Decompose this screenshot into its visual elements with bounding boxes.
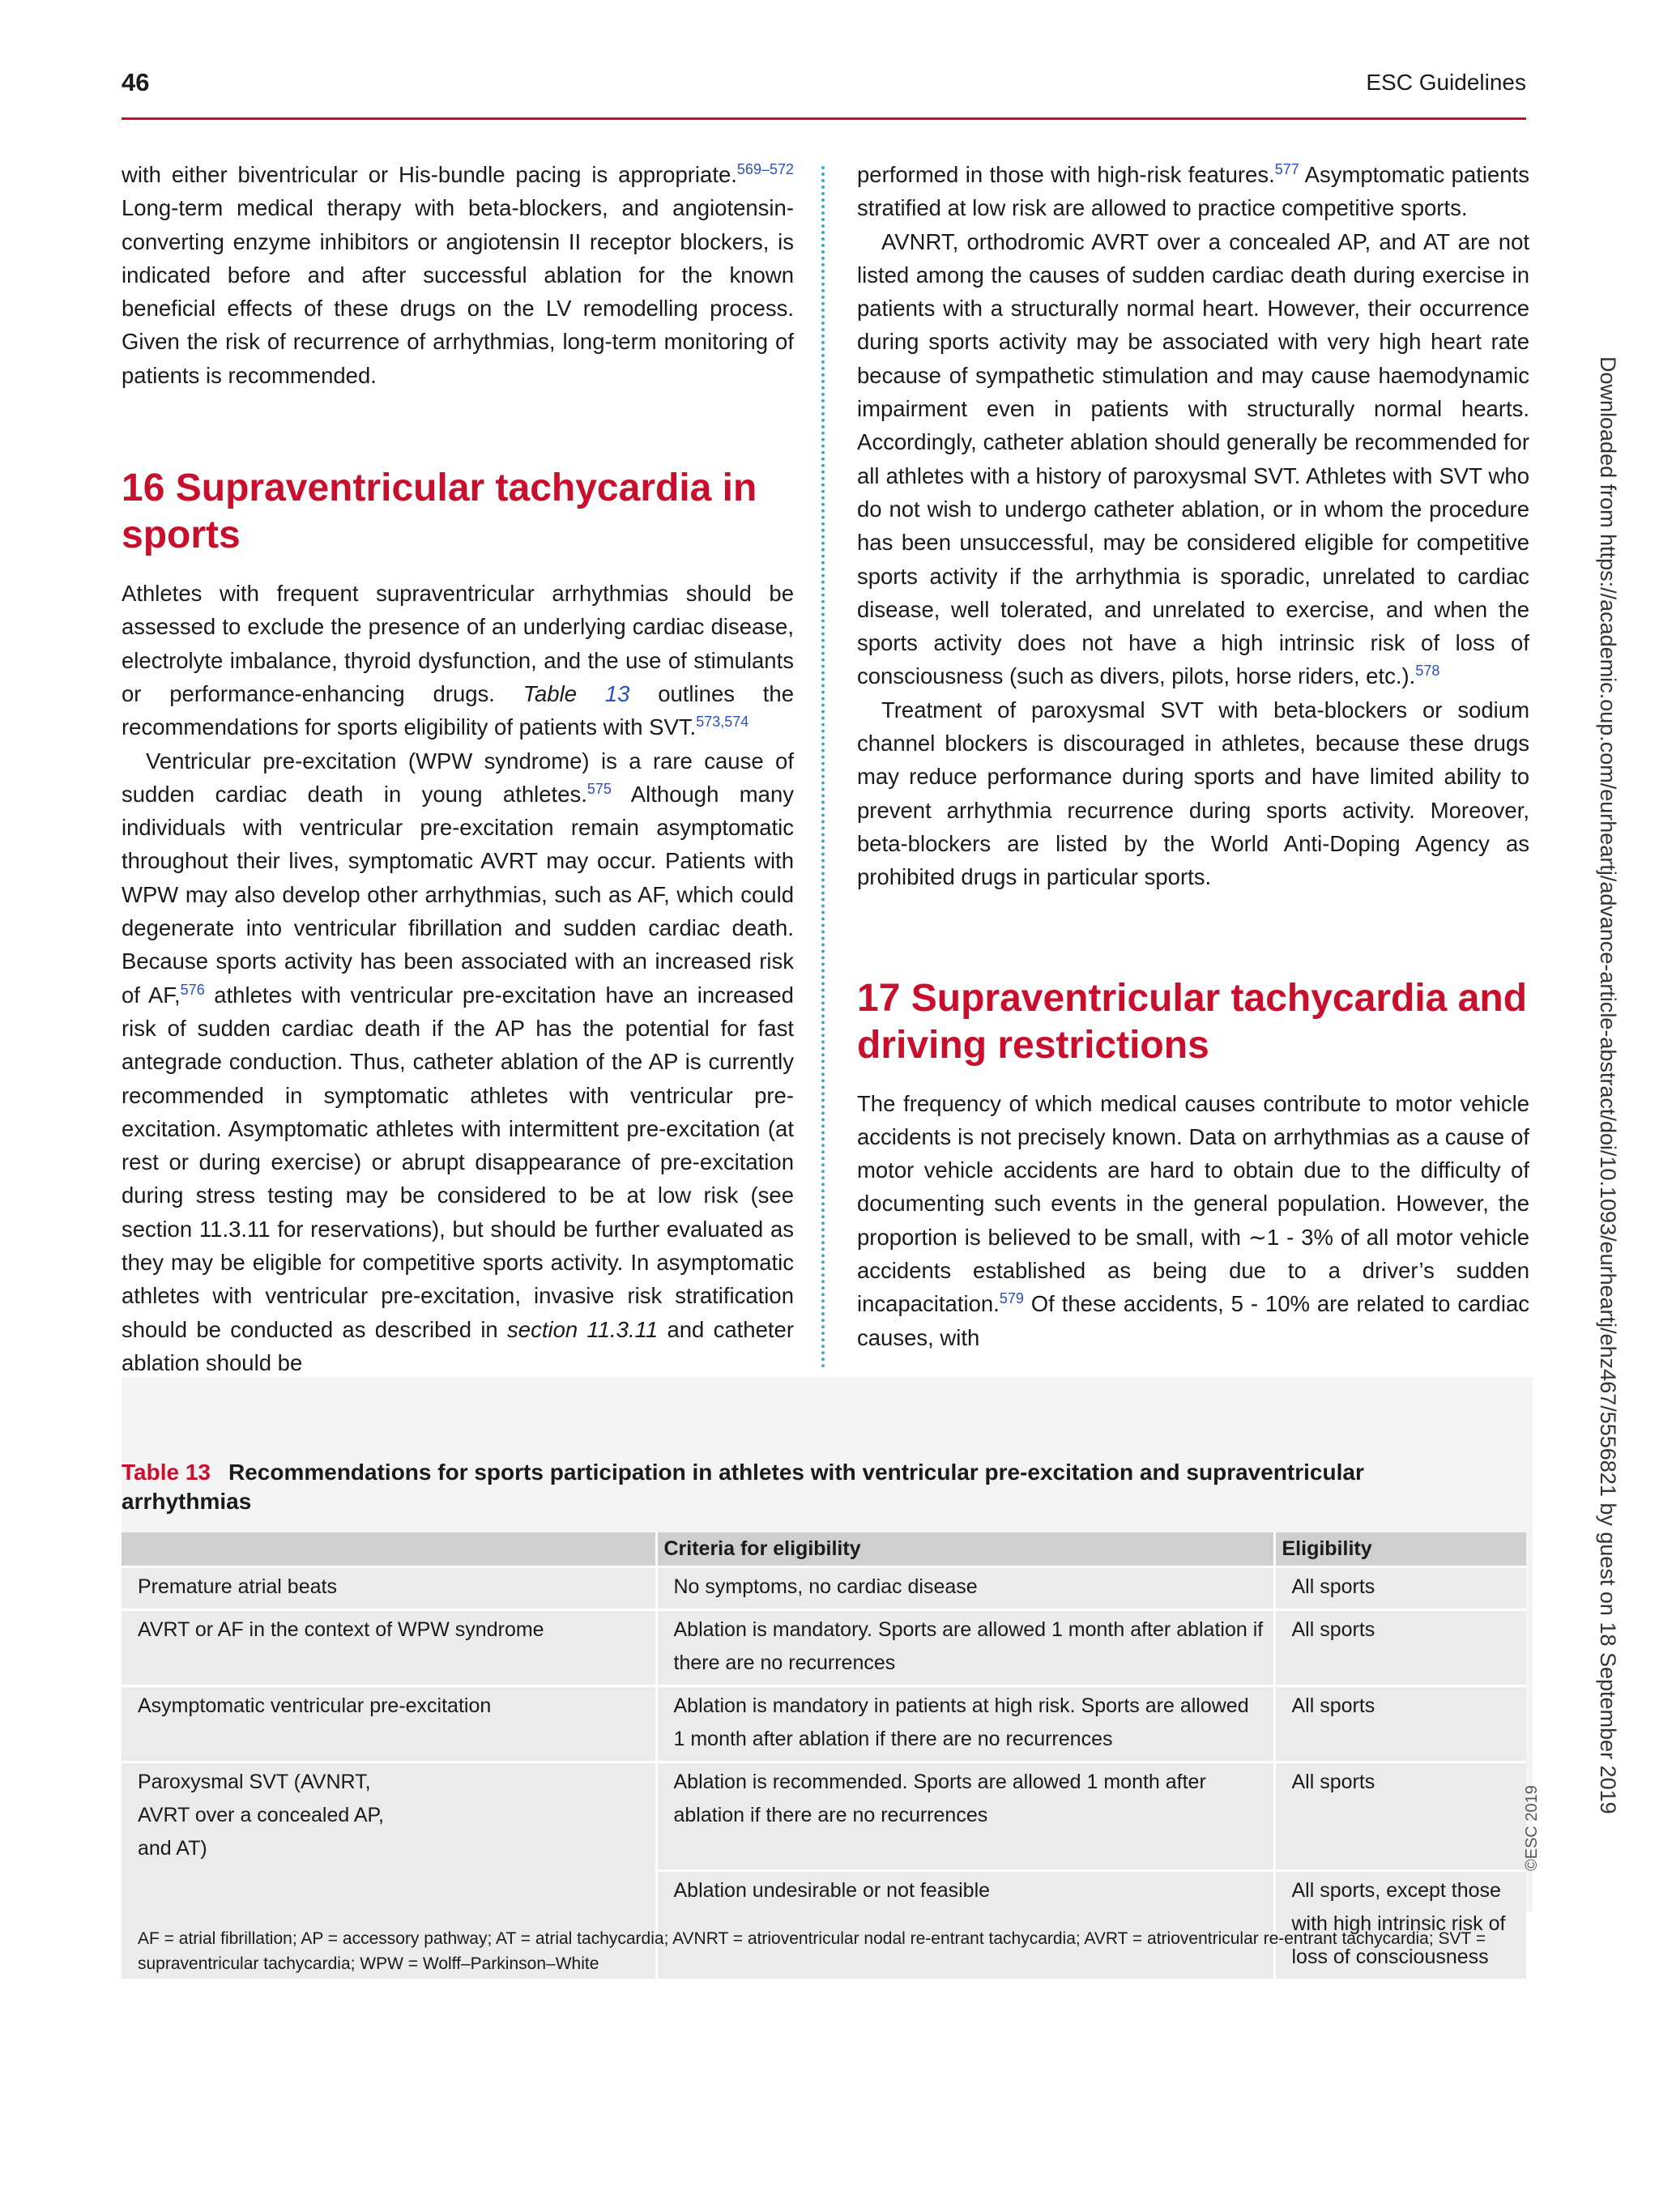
table-cell: Ablation is recommended. Sports are allowed 1 month after ablation if there are no recurrences xyxy=(656,1762,1274,1871)
table-title: Recommendations for sports participation in athletes with ventricular pre-excitation and supraventricular arrhythmias xyxy=(122,1460,1364,1514)
paragraph xyxy=(857,158,1529,225)
text: The frequency of which medical causes contribute to motor vehicle accidents is not precisely known. Data on arrhythmias as a cause of motor vehicle accidents are hard to obtain due to the difficulty of documenting such events in the general population. However, the proportion is believed to be small, with ∼1 - 3% of all motor vehicle accidents established as being due to a driver’s sudden incapacitation. xyxy=(857,1090,1529,1317)
table-cell: Paroxysmal SVT (AVNRT, AVRT over a concealed AP, and AT) xyxy=(122,1762,656,1871)
paragraph xyxy=(122,577,794,744)
table-cell: Ablation undesirable or not feasible xyxy=(656,1870,1274,1979)
text: with either biventricular or His-bundle pacing is appropriate. xyxy=(122,162,737,187)
column-divider xyxy=(821,166,825,1369)
header-rule xyxy=(122,117,1526,120)
text: Of these accidents, 5 - 10% are related to cardiac causes, with xyxy=(857,1291,1529,1350)
paragraph: Treatment of paroxysmal SVT with beta-blockers or sodium channel blockers is discouraged in athletes, because these drugs may reduce performance during sports and have limited ability to prevent arrhythmia recurrence during sports activity. Moreover, beta-blockers are listed by the World Anti-Doping Agency as prohibited drugs in particular sports. xyxy=(857,697,1529,890)
table-row xyxy=(122,1686,1526,1762)
text: Ventricular pre-excitation (WPW syndrome) is a rare cause of sudden cardiac death in young athletes. xyxy=(122,748,794,807)
table-cell: Asymptomatic ventricular pre-excitation xyxy=(122,1686,656,1762)
table-cell: No symptoms, no cardiac disease xyxy=(656,1567,1274,1610)
copyright-notice: ©ESC 2019 xyxy=(1523,1785,1541,1871)
table-label: Table 13 xyxy=(122,1460,211,1485)
text: athletes with ventricular pre-excitation have an increased risk of sudden cardiac death if the AP has the potential for fast antegrade conduction. Thus, catheter ablation of the AP is currently recommended in symptomatic athletes with ventricular pre-excitation. Asymptomatic athletes with intermittent pre-excitation (at rest or during exercise) or abrupt disappearance of pre-excitation during stress testing may be considered to be at low risk (see section 11.3.11 for reservations), but should be further evaluated as they may be eligible for competitive sports activity. In asymptomatic athletes with ventricular pre-excitation, invasive risk stratification should be conducted as described in xyxy=(122,982,794,1342)
text: and catheter ablation should be xyxy=(122,1316,794,1375)
reference-link[interactable]: 575 xyxy=(586,780,612,797)
table-row xyxy=(122,1567,1526,1610)
reference-link[interactable]: 578 xyxy=(1415,663,1440,680)
paragraph xyxy=(122,744,794,1380)
section-heading: 17 Supraventricular tachycardia and driving restrictions xyxy=(857,976,1528,1067)
paragraph xyxy=(122,158,794,392)
text: Although many individuals with ventricular pre-excitation remain asymptomatic throughout their lives, symptomatic AVRT may occur. Patients with WPW may also develop other arrhythmias, such as AF, which could degenerate into ventricular fibrillation and sudden cardiac death. Because sports activity has been associated with an increased risk of AF, xyxy=(122,781,794,1008)
table-cell: Premature atrial beats xyxy=(122,1567,656,1610)
section-heading: 16 Supraventricular tachycardia in sports xyxy=(122,467,757,557)
table-cell: AVRT or AF in the context of WPW syndrome xyxy=(122,1610,656,1686)
table-cell: Ablation is mandatory in patients at high risk. Sports are allowed 1 month after ablation if there are no recurrences xyxy=(656,1686,1274,1762)
table-cell: All sports xyxy=(1274,1686,1526,1762)
table-cell: All sports, except those with high intrinsic risk of loss of consciousness xyxy=(1274,1870,1526,1979)
page-number: 46 xyxy=(122,68,150,96)
table-cell: All sports xyxy=(1274,1610,1526,1686)
table-cell: Ablation is mandatory. Sports are allowed 1 month after ablation if there are no recurrences xyxy=(656,1610,1274,1686)
table-cell: All sports xyxy=(1274,1762,1526,1871)
section-reference: section 11.3.11 xyxy=(507,1316,659,1342)
text: AVNRT, orthodromic AVRT over a concealed AP, and AT are not listed among the causes of sudden cardiac death during exercise in patients with a structurally normal heart. However, their occurrence during sports activity may be associated with very high heart rate because of sympathetic stimulation and may cause haemodynamic impairment even in patients with structurally normal hearts. Accordingly, catheter ablation should generally be recommended for all athletes with a history of paroxysmal SVT. Athletes with SVT who do not wish to undergo catheter ablation, or in whom the procedure has been unsuccessful, may be considered eligible for competitive sports activity if the arrhythmia is sporadic, unrelated to cardiac disease, well tolerated, and unrelated to exercise, and when the sports activity does not have a high intrinsic risk of loss of consciousness (such as divers, pilots, horse riders, etc.). xyxy=(857,228,1529,689)
text: outlines the recommendations for sports eligibility of patients with SVT. xyxy=(122,680,795,740)
recommendations-table xyxy=(122,1532,1526,1979)
paragraph xyxy=(857,1087,1529,1354)
table-row xyxy=(122,1610,1526,1686)
table-link[interactable]: 13 xyxy=(604,680,630,706)
paragraph xyxy=(857,225,1529,693)
reference-link[interactable]: 576 xyxy=(180,981,205,998)
table-header-row xyxy=(122,1532,1526,1567)
table-header-cell: Criteria for eligibility xyxy=(656,1532,1274,1567)
table-footnote: AF = atrial fibrillation; AP = accessory pathway; AT = atrial tachycardia; AVNRT = atrioventricular nodal re-entrant tachycardia; AVRT = atrioventricular re-entrant tachycardia; SVT = supraventricular tachycardia; WPW = Wolff–Parkinson–White xyxy=(138,1929,1486,1973)
reference-link[interactable]: 579 xyxy=(999,1290,1024,1307)
reference-link[interactable]: 577 xyxy=(1274,160,1299,177)
text: Long-term medical therapy with beta-blockers, and angiotensin-converting enzyme inhibitors or angiotensin II receptor blockers, is indicated before and after successful ablation for the known beneficial effects of these drugs on the LV remodelling process. Given the risk of recurrence of arrhythmias, long-term monitoring of patients is recommended. xyxy=(122,195,794,388)
text: Asymptomatic patients stratified at low risk are allowed to practice competitive sports. xyxy=(857,162,1529,221)
left-column xyxy=(122,158,794,1379)
table-row xyxy=(122,1762,1526,1871)
reference-link[interactable]: 573,574 xyxy=(696,714,749,731)
text: Athletes with frequent supraventricular arrhythmias should be assessed to exclude the presence of an underlying cardiac disease, electrolyte imbalance, thyroid dysfunction, and the use of stimulants or performance-enhancing drugs. xyxy=(122,581,794,706)
table-header-cell xyxy=(122,1532,656,1567)
table-header-cell: Eligibility xyxy=(1274,1532,1526,1567)
right-column xyxy=(857,158,1529,1354)
table-caption xyxy=(122,1458,1499,1516)
table-cell: All sports xyxy=(1274,1567,1526,1610)
running-title: ESC Guidelines xyxy=(1366,70,1526,95)
reference-link[interactable]: 569–572 xyxy=(736,160,794,177)
text: performed in those with high-risk features. xyxy=(857,162,1275,187)
table-reference-label: Table xyxy=(522,680,578,706)
download-stamp: Downloaded from https://academic.oup.com/eurheartj/advance-article-abstract/doi/10.1093/eurheartj/ehz467/5556821 by guest on 18 September 2019 xyxy=(1596,356,1620,1814)
